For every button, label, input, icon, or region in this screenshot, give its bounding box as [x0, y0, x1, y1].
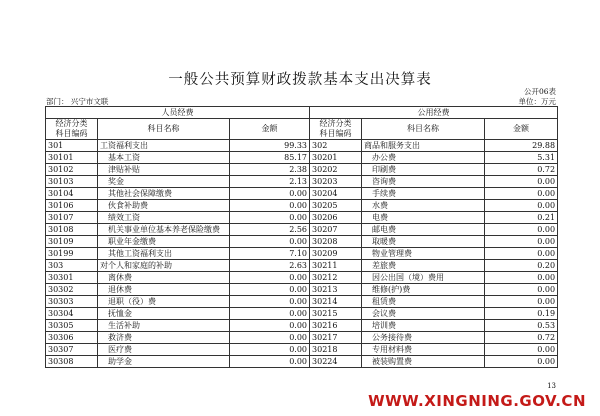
left-amount-cell: 0.00 — [230, 188, 310, 200]
left-code-cell: 30305 — [46, 320, 98, 332]
left-name-cell: 生活补助 — [98, 320, 230, 332]
left-name-cell: 机关事业单位基本养老保险缴费 — [98, 224, 230, 236]
left-code-cell: 30108 — [46, 224, 98, 236]
left-code-cell: 30106 — [46, 200, 98, 212]
right-code-cell: 30208 — [310, 236, 362, 248]
left-code-cell: 30303 — [46, 296, 98, 308]
right-amount-cell: 0.72 — [485, 332, 558, 344]
right-name-cell: 电费 — [362, 212, 485, 224]
table-row — [46, 140, 558, 152]
right-name-cell: 邮电费 — [362, 224, 485, 236]
right-amount-cell: 0.00 — [485, 248, 558, 260]
group-public-expense: 公用经费 — [310, 107, 558, 119]
table-row — [46, 320, 558, 332]
right-code-cell: 30205 — [310, 200, 362, 212]
table-group-header — [46, 107, 558, 119]
left-name-cell: 职业年金缴费 — [98, 236, 230, 248]
left-amount-cell: 2.63 — [230, 260, 310, 272]
right-amount-cell: 0.00 — [485, 344, 558, 356]
group-personnel-expense: 人员经费 — [46, 107, 310, 119]
right-name-cell: 差旅费 — [362, 260, 485, 272]
table-row — [46, 248, 558, 260]
unit-label: 单位：万元 — [518, 97, 556, 106]
right-code-cell: 30215 — [310, 308, 362, 320]
right-code-cell: 30201 — [310, 152, 362, 164]
col-amount-right: 金额 — [485, 119, 558, 140]
col-code-left: 经济分类 科目编码 — [46, 119, 98, 140]
left-amount-cell: 0.00 — [230, 308, 310, 320]
right-code-cell: 30207 — [310, 224, 362, 236]
right-name-cell: 因公出国（境）费用 — [362, 272, 485, 284]
left-code-cell: 30306 — [46, 332, 98, 344]
left-name-cell: 医疗费 — [98, 344, 230, 356]
right-name-cell: 商品和服务支出 — [362, 140, 485, 152]
left-amount-cell: 0.00 — [230, 320, 310, 332]
left-name-cell: 退职（役）费 — [98, 296, 230, 308]
right-amount-cell: 29.88 — [485, 140, 558, 152]
table-row — [46, 308, 558, 320]
right-code-cell: 30212 — [310, 272, 362, 284]
page-title: 一般公共预算财政拨款基本支出决算表 — [168, 72, 432, 88]
left-name-cell: 津贴补贴 — [98, 164, 230, 176]
table-row — [46, 296, 558, 308]
left-code-cell: 30103 — [46, 176, 98, 188]
right-code-cell: 30213 — [310, 284, 362, 296]
table-row — [46, 212, 558, 224]
right-code-cell: 302 — [310, 140, 362, 152]
table-row — [46, 188, 558, 200]
left-name-cell: 离休费 — [98, 272, 230, 284]
left-code-cell: 30301 — [46, 272, 98, 284]
table-row — [46, 176, 558, 188]
table-row — [46, 224, 558, 236]
left-code-cell: 30104 — [46, 188, 98, 200]
right-code-cell: 30203 — [310, 176, 362, 188]
left-code-cell: 30302 — [46, 284, 98, 296]
right-code-cell: 30218 — [310, 344, 362, 356]
left-code-cell: 30107 — [46, 212, 98, 224]
left-code-cell: 301 — [46, 140, 98, 152]
left-amount-cell: 99.33 — [230, 140, 310, 152]
left-amount-cell: 2.56 — [230, 224, 310, 236]
right-name-cell: 物业管理费 — [362, 248, 485, 260]
page-number: 13 — [547, 382, 556, 390]
left-amount-cell: 0.00 — [230, 356, 310, 368]
left-amount-cell: 0.00 — [230, 344, 310, 356]
right-amount-cell: 0.21 — [485, 212, 558, 224]
right-name-cell: 培训费 — [362, 320, 485, 332]
right-amount-cell: 0.00 — [485, 272, 558, 284]
left-amount-cell: 2.13 — [230, 176, 310, 188]
right-amount-cell: 0.00 — [485, 284, 558, 296]
left-code-cell: 30304 — [46, 308, 98, 320]
right-name-cell: 手续费 — [362, 188, 485, 200]
left-code-cell: 30199 — [46, 248, 98, 260]
table-row — [46, 344, 558, 356]
left-code-cell: 303 — [46, 260, 98, 272]
site-watermark: WWW.XINGNING.GOV.CN — [368, 392, 586, 410]
right-code-cell: 30206 — [310, 212, 362, 224]
left-code-cell: 30109 — [46, 236, 98, 248]
right-amount-cell: 0.00 — [485, 188, 558, 200]
table-row — [46, 152, 558, 164]
table-column-header — [46, 119, 558, 140]
col-name-right: 科目名称 — [362, 119, 485, 140]
right-name-cell: 印刷费 — [362, 164, 485, 176]
right-code-cell: 30216 — [310, 320, 362, 332]
right-amount-cell: 0.53 — [485, 320, 558, 332]
table-row — [46, 356, 558, 368]
form-number: 公开06表 — [523, 87, 556, 96]
table-row — [46, 284, 558, 296]
right-code-cell: 30224 — [310, 356, 362, 368]
right-name-cell: 会议费 — [362, 308, 485, 320]
left-amount-cell: 0.00 — [230, 284, 310, 296]
left-amount-cell: 0.00 — [230, 200, 310, 212]
right-name-cell: 咨询费 — [362, 176, 485, 188]
right-amount-cell: 0.00 — [485, 356, 558, 368]
right-name-cell: 办公费 — [362, 152, 485, 164]
table-row — [46, 272, 558, 284]
department-label: 部门： 兴宁市文联 — [46, 97, 109, 106]
left-amount-cell: 0.00 — [230, 296, 310, 308]
left-code-cell: 30102 — [46, 164, 98, 176]
expenditure-table — [45, 106, 558, 368]
left-name-cell: 伙食补助费 — [98, 200, 230, 212]
left-name-cell: 其他工资福利支出 — [98, 248, 230, 260]
left-name-cell: 奖金 — [98, 176, 230, 188]
right-name-cell: 租赁费 — [362, 296, 485, 308]
left-code-cell: 30307 — [46, 344, 98, 356]
right-amount-cell: 5.31 — [485, 152, 558, 164]
left-amount-cell: 85.17 — [230, 152, 310, 164]
left-name-cell: 基本工资 — [98, 152, 230, 164]
left-name-cell: 抚恤金 — [98, 308, 230, 320]
left-amount-cell: 7.10 — [230, 248, 310, 260]
table-row — [46, 236, 558, 248]
right-code-cell: 30209 — [310, 248, 362, 260]
right-amount-cell: 0.72 — [485, 164, 558, 176]
right-code-cell: 30214 — [310, 296, 362, 308]
right-code-cell: 30202 — [310, 164, 362, 176]
right-code-cell: 30211 — [310, 260, 362, 272]
right-amount-cell: 0.00 — [485, 224, 558, 236]
right-name-cell: 水费 — [362, 200, 485, 212]
table-row — [46, 200, 558, 212]
left-name-cell: 对个人和家庭的补助 — [98, 260, 230, 272]
right-code-cell: 30204 — [310, 188, 362, 200]
left-name-cell: 其他社会保障缴费 — [98, 188, 230, 200]
left-amount-cell: 0.00 — [230, 236, 310, 248]
table-body — [46, 140, 558, 368]
col-amount-left: 金额 — [230, 119, 310, 140]
right-amount-cell: 0.20 — [485, 260, 558, 272]
right-amount-cell: 0.00 — [485, 200, 558, 212]
left-name-cell: 助学金 — [98, 356, 230, 368]
right-amount-cell: 0.00 — [485, 236, 558, 248]
left-amount-cell: 0.00 — [230, 272, 310, 284]
right-name-cell: 公务接待费 — [362, 332, 485, 344]
left-code-cell: 30101 — [46, 152, 98, 164]
left-amount-cell: 0.00 — [230, 332, 310, 344]
left-name-cell: 绩效工资 — [98, 212, 230, 224]
right-amount-cell: 0.19 — [485, 308, 558, 320]
left-amount-cell: 0.00 — [230, 212, 310, 224]
left-name-cell: 退休费 — [98, 284, 230, 296]
right-name-cell: 取暖费 — [362, 236, 485, 248]
right-amount-cell: 0.00 — [485, 176, 558, 188]
right-name-cell: 维修(护)费 — [362, 284, 485, 296]
right-code-cell: 30217 — [310, 332, 362, 344]
left-name-cell: 救济费 — [98, 332, 230, 344]
right-name-cell: 专用材料费 — [362, 344, 485, 356]
left-amount-cell: 2.38 — [230, 164, 310, 176]
col-name-left: 科目名称 — [98, 119, 230, 140]
table-row — [46, 164, 558, 176]
table-row — [46, 260, 558, 272]
right-amount-cell: 0.00 — [485, 296, 558, 308]
left-code-cell: 30308 — [46, 356, 98, 368]
left-name-cell: 工资福利支出 — [98, 140, 230, 152]
right-name-cell: 被装购置费 — [362, 356, 485, 368]
table-row — [46, 332, 558, 344]
col-code-right: 经济分类 科目编码 — [310, 119, 362, 140]
